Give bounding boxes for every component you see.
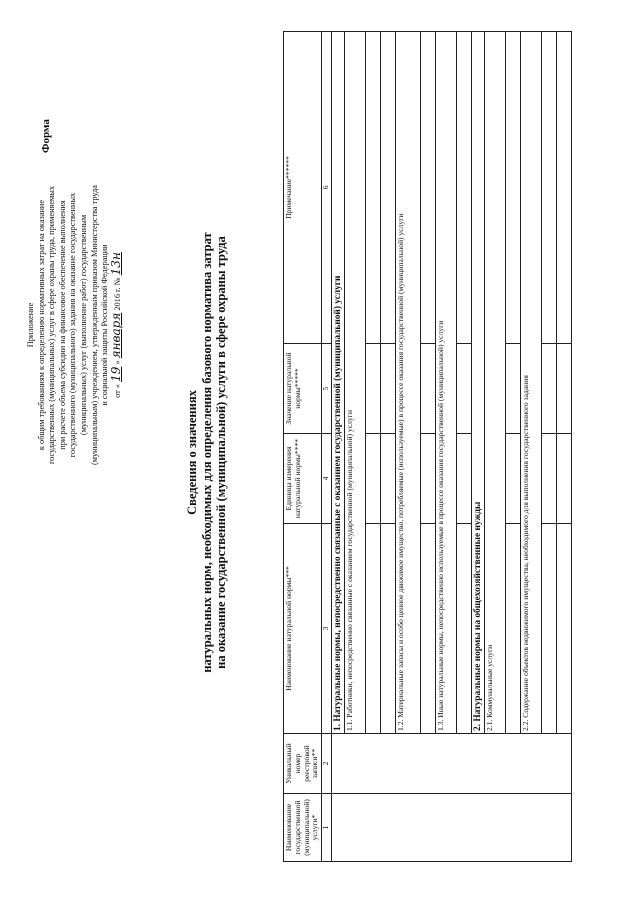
column-number: 5 [322,344,332,434]
appendix-line: (муниципальным) учреждением, утвержденным приказом Министерства труда [89,185,99,465]
row-1-2-label: 1.2. Материальные запасы и особо ценное движимое имущество, потребляемые (используемые) в процессе оказания государственной (муниципальной) услуги [396,32,421,734]
header-registry-number: Уникальный номер реестровой записи** [284,734,322,794]
title-line-1: Сведения о значениях [185,390,199,515]
row-1-3-label: 1.3. Иные натуральные нормы, непосредственно используемые в процессе оказания государственной (муниципальной) услуги [436,32,457,734]
handwritten-month: января [108,312,123,359]
appendix-date-line: от « 19 » января 2016 г. № 13н [108,252,123,398]
appendix-line: при расчете объема субсидии на финансовое обеспечение выполнения [57,200,67,450]
row-2-1-label: 2.1. Коммунальные услуги [485,32,506,734]
appendix-line: (муниципальных) услуг (выполнение работ) государственным [78,214,88,436]
header-value: Значение натуральной нормы***** [284,344,322,434]
row-1-1-label: 1.1. Работники, непосредственно связанные с оказанием государственной (муниципальной) услуги [345,32,366,734]
table-header-row [284,32,322,862]
section-2-heading: 2. Натуральные нормы на общехозяйственные нужды [472,32,485,734]
handwritten-day: 19 [108,366,123,382]
section-1-heading: 1. Натуральные нормы, непосредственно связанные с оказанием государственной (муниципальной) услуги [332,32,345,734]
row-2-2-label: 2.2. Содержание объектов недвижимого имущества, необходимого для выполнения государственного задания [521,32,542,734]
header-service-name: Наименование государственной (муниципальной) услуги* [284,794,322,862]
form-label: Форма [40,119,52,153]
norms-table [283,31,572,862]
title-line-3: на оказание государственной (муниципальной) услуги в сфере охраны труда [214,236,228,669]
handwritten-number: 13н [108,252,123,276]
header-unit: Единица измерения натуральной нормы**** [284,434,322,524]
header-norm-name: Наименование натуральной нормы*** [284,524,322,734]
section-1-row [332,32,345,862]
service-name-cell [332,794,572,862]
column-number: 3 [322,524,332,734]
column-number: 1 [322,794,332,862]
appendix-title: Приложение [26,302,35,348]
header-note: Примечание****** [284,32,322,344]
appendix-line: и социальной защиты Российской Федерации [100,244,110,406]
title-line-2: натуральных норм, необходимых для определения базового норматива затрат [200,232,214,673]
appendix-line: к общим требованиям к определению нормативных затрат на оказание [36,199,46,451]
column-number: 6 [322,32,332,344]
appendix-header [26,160,123,490]
appendix-line: государственных (муниципальных) услуг в сфере охраны труда, применяемых [47,185,57,465]
appendix-line: государственного (муниципального) задания на оказание государственных [68,192,78,458]
registry-number-cell [332,734,572,794]
document-title [185,0,228,905]
column-number: 4 [322,434,332,524]
column-number-row [322,32,332,862]
column-number: 2 [322,734,332,794]
